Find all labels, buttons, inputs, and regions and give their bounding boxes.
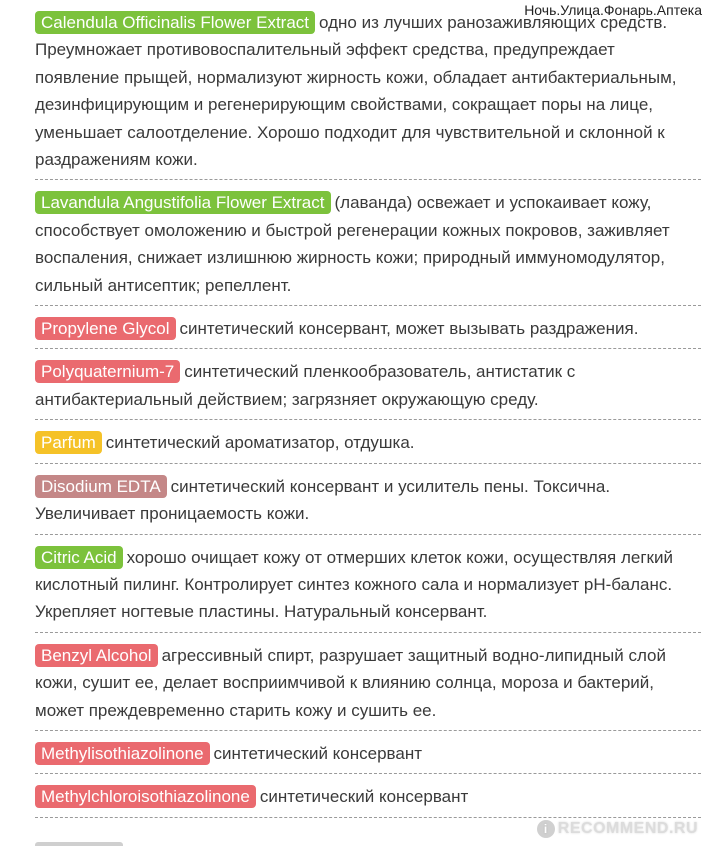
ingredient-name-tag: Parfum <box>35 431 102 454</box>
ingredient-description: хорошо очищает кожу от отмерших клеток кожи, осуществляя легкий кислотный пилинг. Контролирует синтез кожного сала и нормализует pH-баланс. Укрепляет ногтевые пластины. Натуральный консервант. <box>35 547 673 622</box>
watermark-top: Ночь.Улица.Фонарь.Аптека <box>524 2 702 18</box>
recommend-logo-icon: i <box>537 820 555 838</box>
ingredient-entry <box>35 315 701 349</box>
next-entry-stub <box>35 842 123 846</box>
ingredient-description: одно из лучших ранозаживляющих средств. Преумножает противовоспалительный эффект средства, предупреждает появление прыщей, нормализуют жирность кожи, обладает антибактериальным, дезинфицирующим и регенерирующим свойствами, сокращает поры на лице, уменьшает салоотделение. Хорошо подходит для чувствительной и склонной к раздражениям кожи. <box>35 13 677 170</box>
ingredient-list <box>35 9 701 827</box>
ingredient-description: синтетический консервант <box>213 743 423 763</box>
ingredient-entry <box>35 189 701 306</box>
ingredient-description: синтетический ароматизатор, отдушка. <box>105 433 415 453</box>
ingredient-name-tag: Methylisothiazolinone <box>35 742 210 765</box>
ingredient-name-tag: Disodium EDTA <box>35 475 167 498</box>
ingredient-description: агрессивный спирт, разрушает защитный водно-липидный слой кожи, сушит ее, делает восприимчивой к влиянию солнца, мороза и бактерий, может преждевременно старить кожу и сушить ее. <box>35 645 667 720</box>
ingredient-name-tag: Lavandula Angustifolia Flower Extract <box>35 191 331 214</box>
ingredient-entry <box>35 783 701 817</box>
ingredient-entry <box>35 358 701 420</box>
watermark-bottom <box>537 820 698 838</box>
ingredient-name-tag: Citric Acid <box>35 546 123 569</box>
ingredient-description: синтетический консервант и усилитель пены. Токсична. Увеличивает проницаемость кожи. <box>35 476 611 524</box>
ingredient-entry <box>35 642 701 731</box>
watermark-bottom-text: RECOMMEND.RU <box>557 820 698 837</box>
ingredient-entry <box>35 9 701 180</box>
ingredient-description: синтетический консервант <box>259 787 469 807</box>
ingredient-entry <box>35 544 701 633</box>
ingredient-name-tag: Polyquaternium-7 <box>35 360 180 383</box>
ingredient-entry <box>35 740 701 774</box>
ingredient-entry <box>35 429 701 463</box>
ingredient-name-tag: Propylene Glycol <box>35 317 176 340</box>
ingredient-description: (лаванда) освежает и успокаивает кожу, способствует омоложению и быстрой регенерации кожных покровов, заживляет воспаления, снижает излишнюю жирность кожи; природный иммуномодулятор, сильный антисептик; репеллент. <box>35 193 670 295</box>
ingredient-entry <box>35 473 701 535</box>
ingredient-name-tag: Benzyl Alcohol <box>35 644 158 667</box>
ingredient-name-tag: Calendula Officinalis Flower Extract <box>35 11 315 34</box>
ingredient-description: синтетический консервант, может вызывать раздражения. <box>179 319 639 339</box>
ingredient-description: синтетический пленкообразователь, антистатик с антибактериальный действием; загрязняет окружающую среду. <box>35 362 576 409</box>
ingredient-name-tag: Methylchloroisothiazolinone <box>35 785 256 808</box>
